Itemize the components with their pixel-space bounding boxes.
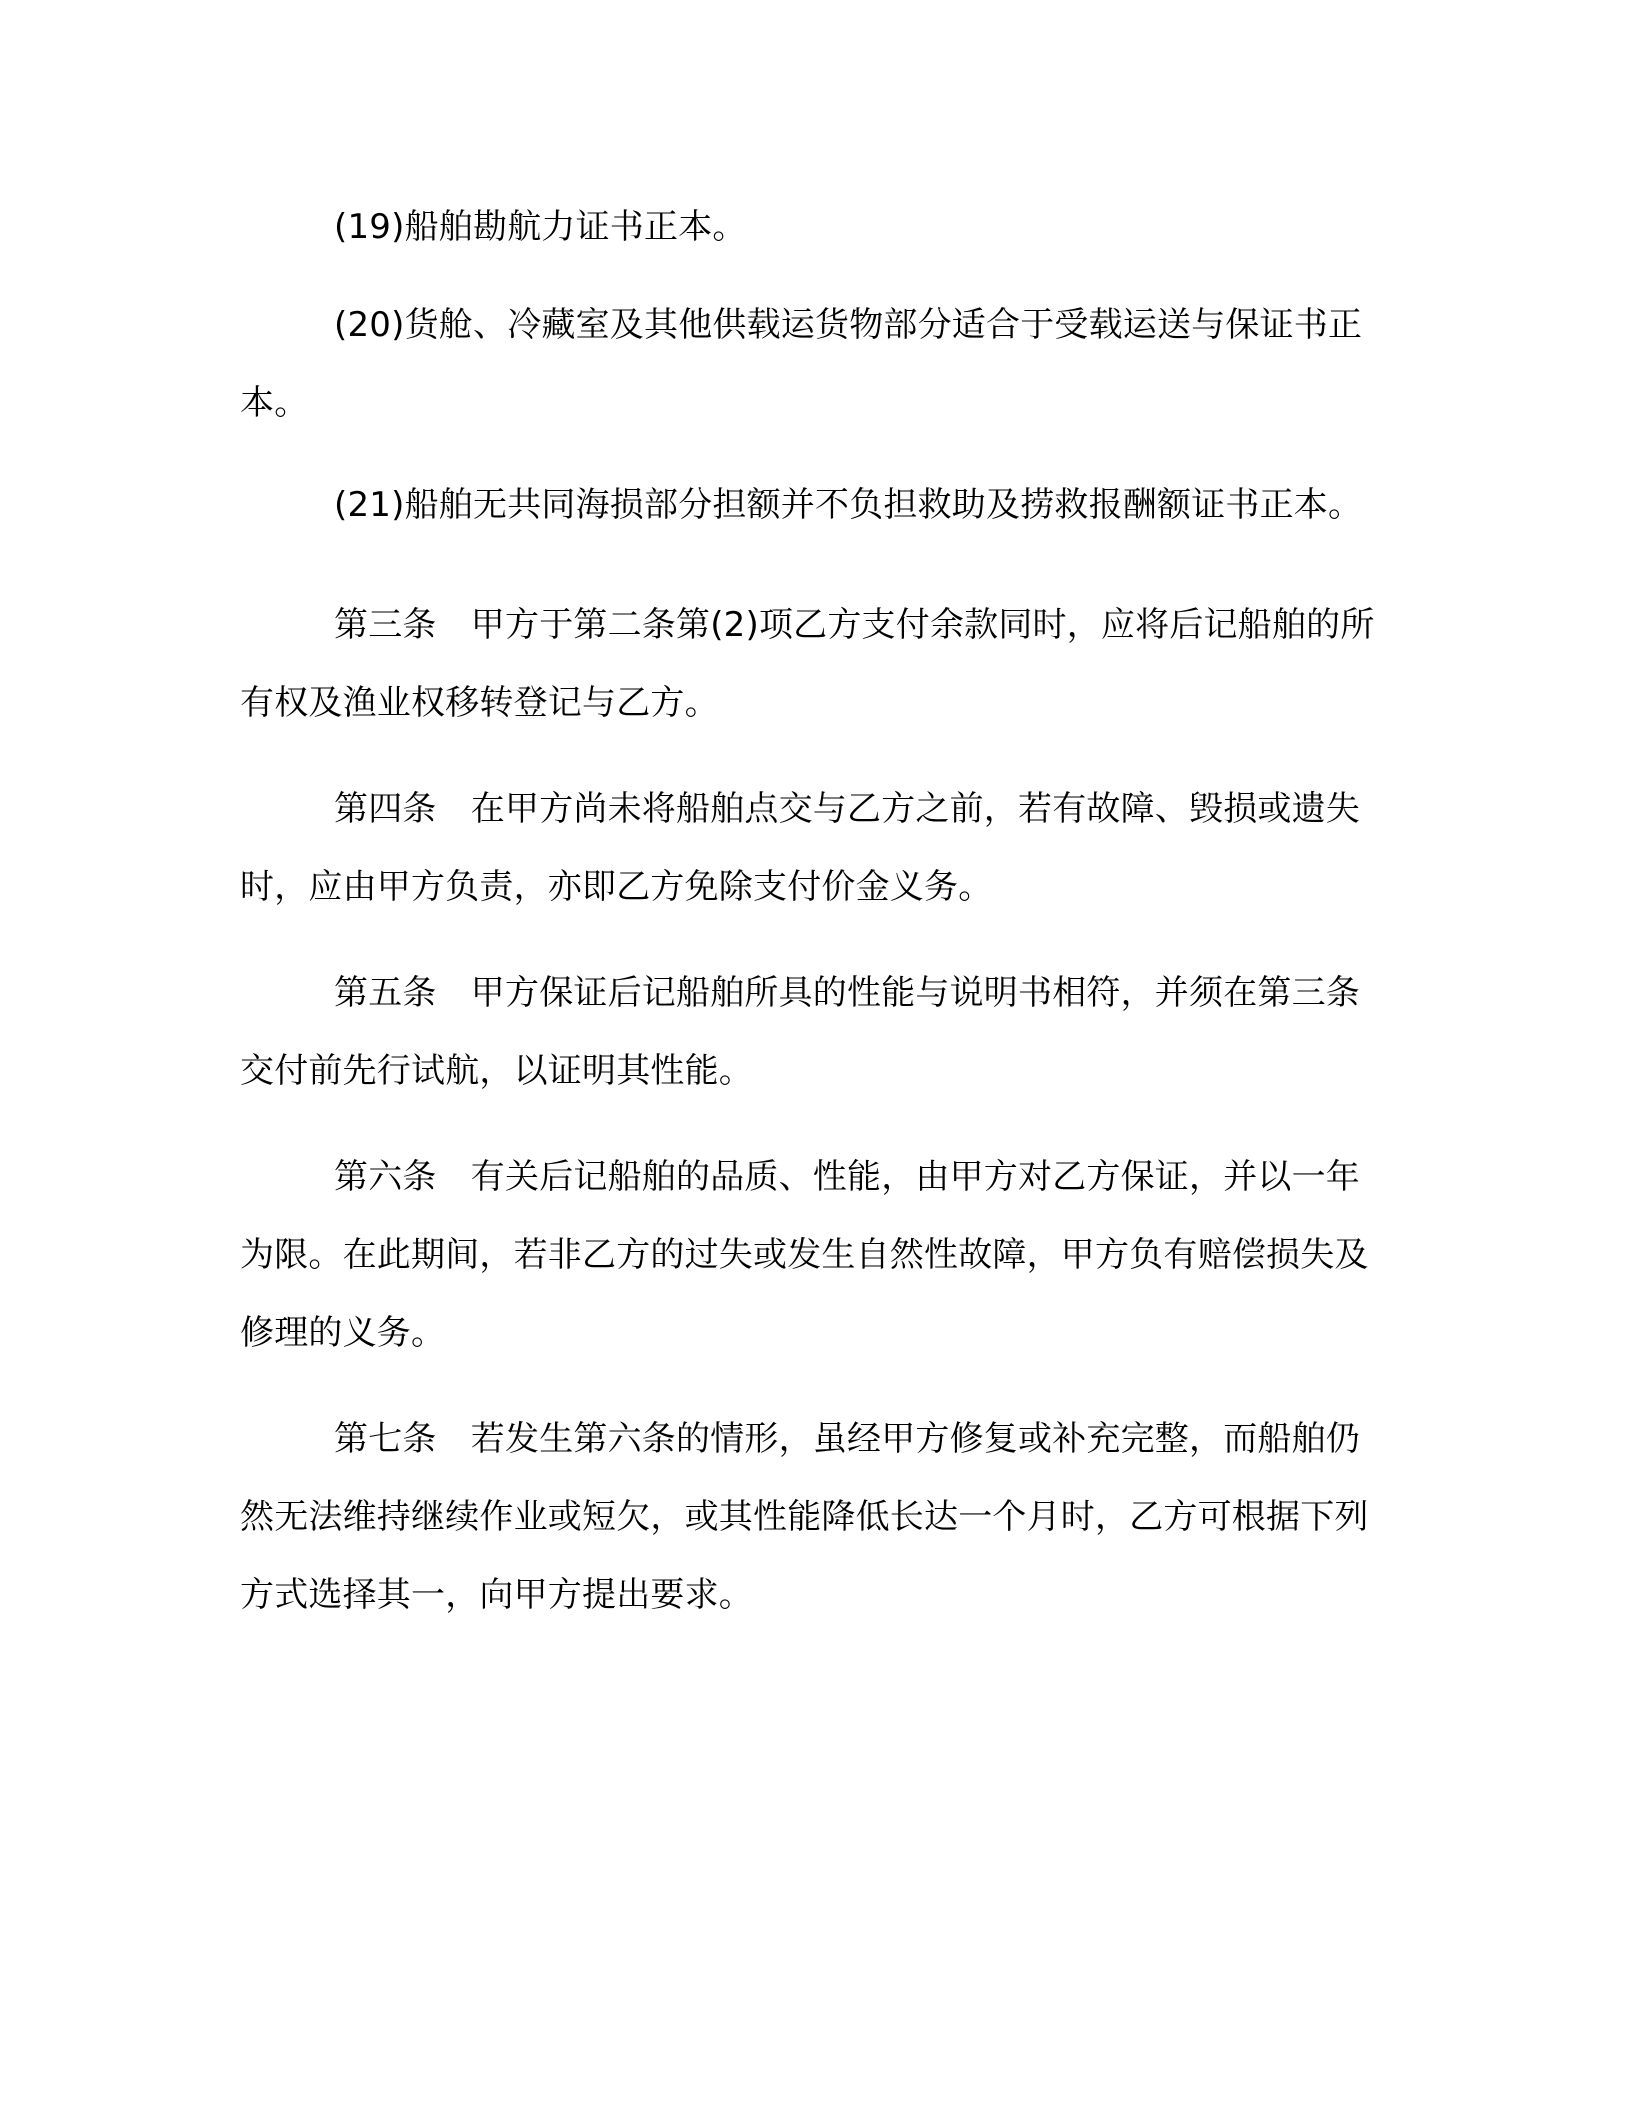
article-5-paragraph: 第五条 甲方保证后记船舶所具的性能与说明书相符，并须在第三条交付前先行试航，以证明其性能。 [240, 973, 1360, 1091]
document-body [240, 188, 1390, 1662]
item-19-paragraph: (19)船舶勘航力证书正本。 [334, 207, 747, 247]
item-21-paragraph: (21)船舶无共同海损部分担额并不负担救助及捞救报酬额证书正本。 [334, 485, 1363, 525]
article-4-paragraph: 第四条 在甲方尚未将船舶点交与乙方之前，若有故障、毁损或遗失时，应由甲方负责，亦即乙方免除支付价金义务。 [240, 789, 1360, 907]
article-6-paragraph: 第六条 有关后记船舶的品质、性能，由甲方对乙方保证，并以一年为限。在此期间，若非乙方的过失或发生自然性故障，甲方负有赔偿损失及修理的义务。 [240, 1157, 1369, 1353]
item-20-paragraph: (20)货舱、冷藏室及其他供载运货物部分适合于受载运送与保证书正本。 [240, 305, 1363, 423]
article-3-paragraph: 第三条 甲方于第二条第(2)项乙方支付余款同时，应将后记船舶的所有权及渔业权移转登记与乙方。 [240, 605, 1375, 723]
article-7-paragraph: 第七条 若发生第六条的情形，虽经甲方修复或补充完整，而船舶仍然无法维持继续作业或短欠，或其性能降低长达一个月时，乙方可根据下列方式选择其一，向甲方提出要求。 [240, 1419, 1369, 1615]
